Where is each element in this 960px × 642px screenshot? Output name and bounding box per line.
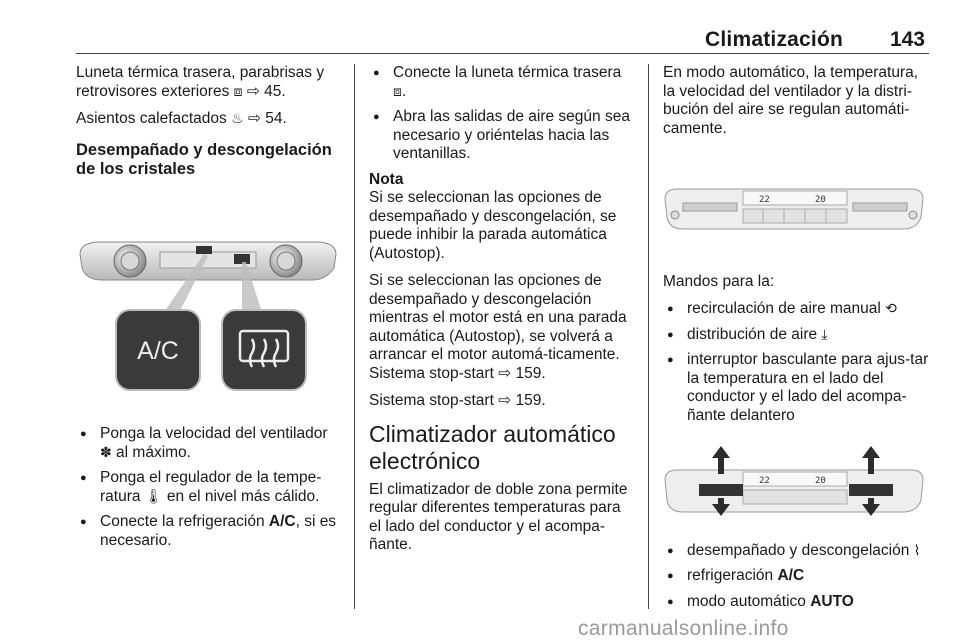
list-item: ● Ponga la velocidad del ventilador ✽ al máximo.: [76, 425, 340, 462]
driver-temp-rocker: [699, 484, 743, 496]
section-heading-climate: Climatizador automático electrónico: [369, 420, 616, 474]
list-item: ● Abra las salidas de aire según sea necesario y oriéntelas hacia las ventanillas.: [369, 108, 635, 164]
column-divider-1: [354, 64, 355, 609]
note-paragraph-1: Si se seleccionan las opciones de desempañado y descongelación, se puede inhibir la parada automática (Autostop).: [369, 189, 617, 262]
note-paragraph-2: Si se seleccionan las opciones de desempañado y descongelación mientras el motor está en una parada automática (Autostop), se volverá a arrancar el motor automá-ticamente. Sistema stop-start ⇨ 159.: [369, 272, 627, 382]
section-heading-defrost: Desempañado y descongelación de los cristales: [76, 140, 332, 178]
header-rule: [76, 53, 929, 54]
figure-defrost-controls: [76, 234, 340, 394]
rear-defrost-icon: ⧈: [393, 83, 402, 100]
windshield-defrost-icon: ⌇: [913, 542, 921, 559]
paragraph-rear-window: Luneta térmica trasera, parabrisas y retrovisores exteriores ⧈ ⇨ 45.: [76, 64, 325, 100]
paragraph-heated-seats: Asientos calefactados ♨ ⇨ 54.: [76, 110, 287, 127]
temp-right: 20: [815, 195, 826, 205]
paragraph-controls-for: Mandos para la:: [663, 272, 775, 290]
list-item: ● distribución de aire ⤓: [663, 326, 929, 345]
page-ref-link[interactable]: ⇨ 45.: [242, 82, 286, 100]
temp-right: 20: [815, 476, 826, 486]
column-1: [76, 64, 340, 557]
list-item: ● refrigeración A/C: [663, 567, 929, 586]
page-number: 143: [889, 28, 925, 51]
ac-button-label: A/C: [137, 336, 179, 365]
defrost-steps-list: [76, 425, 340, 550]
list-item: ● interruptor basculante para ajus-tar la temperatura en el lado del conductor y el lado del acompa-ñante delantero: [663, 351, 929, 425]
recirculation-icon: ⟲: [885, 301, 897, 317]
watermark: carmanualsonline.info: [578, 617, 789, 640]
page-title: Climatización: [705, 28, 843, 51]
list-item: ● modo automático AUTO: [663, 593, 929, 612]
controls-list-continued: [663, 542, 929, 612]
temp-left: 22: [759, 476, 770, 486]
list-item: ● desempañado y descongelación ⌇: [663, 542, 929, 561]
paragraph-auto-mode: En modo automático, la temperatura, la velocidad del ventilador y la distri-bución del aire se regulan automáti-camente.: [663, 64, 919, 137]
figure-climate-panel: [663, 185, 925, 233]
list-item: ● Conecte la refrigeración A/C, si es necesario.: [76, 513, 340, 550]
note-label: Nota: [369, 170, 404, 188]
figure-temperature-rockers: [663, 446, 925, 518]
temp-left: 22: [759, 195, 770, 205]
heated-seat-icon: ♨: [231, 111, 244, 127]
stop-start-ref[interactable]: Sistema stop-start ⇨ 159.: [369, 392, 546, 409]
defrost-steps-list-continued: [369, 64, 635, 164]
list-item: ● Conecte la luneta térmica trasera ⧈.: [369, 64, 635, 101]
controls-list: [663, 300, 929, 425]
temperature-icon: 🌡: [144, 488, 163, 505]
column-2: [369, 64, 635, 564]
column-3: [663, 64, 929, 618]
rear-defrost-button-enlarged: [222, 310, 306, 390]
air-distribution-icon: ⤓: [821, 326, 828, 343]
fan-icon: ✽: [100, 444, 112, 461]
list-item: ● recirculación de aire manual ⟲: [663, 300, 929, 319]
page-header: [76, 28, 929, 52]
rear-defrost-icon: ⧈: [233, 83, 243, 100]
list-item: ● Ponga el regulador de la tempe-ratura 🌡 en el nivel más cálido.: [76, 469, 340, 506]
page-ref-link[interactable]: ⇨ 54.: [243, 110, 287, 127]
paragraph-dual-zone: El climatizador de doble zona permite regular diferentes temperaturas para el lado del conductor y el acompa-ñante.: [369, 480, 628, 553]
passenger-temp-rocker: [849, 484, 893, 496]
column-divider-2: [648, 64, 649, 609]
